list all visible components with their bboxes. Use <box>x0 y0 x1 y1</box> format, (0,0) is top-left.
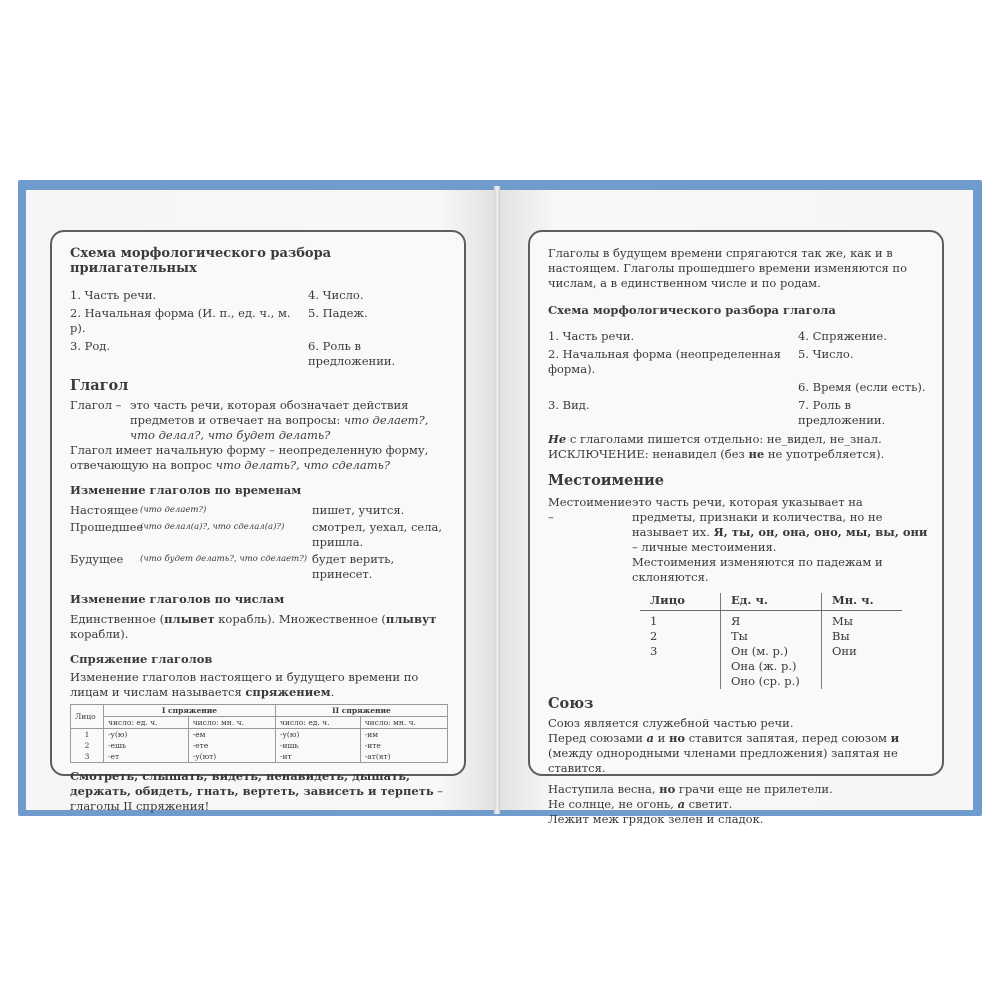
text: с глаголами пишется отдельно: не_видел, не_знал. <box>566 432 882 446</box>
verb-scheme-list <box>548 329 928 428</box>
table-cell: Он (м. р.) <box>721 644 822 659</box>
table-cell: -ите <box>360 740 447 751</box>
tense-question: (что делал(а)?, что сделал(а)?) <box>140 522 285 532</box>
tense-example: смотрел, уехал, села, пришла. <box>312 520 443 549</box>
text: грачи еще не прилетели. <box>675 782 833 796</box>
text: – личные местоимения. <box>632 540 777 554</box>
bold-word: Не <box>548 432 567 446</box>
table-cell: Я <box>721 611 822 630</box>
table-cell <box>640 659 721 674</box>
table-header: Лицо <box>71 705 104 729</box>
conjugation-title: Спряжение глаголов <box>70 652 213 666</box>
table-cell: 1 <box>650 614 658 628</box>
conjugation-table <box>70 704 448 763</box>
verb-definition <box>70 398 448 443</box>
table-row <box>640 644 902 659</box>
bold-word: не <box>748 447 765 461</box>
number-example <box>70 612 448 642</box>
table-cell: -у(ют) <box>188 751 275 763</box>
table-cell: Мы <box>822 611 903 630</box>
bold-word: но <box>668 731 686 745</box>
ne-rule <box>548 432 928 447</box>
text: светит. <box>685 797 733 811</box>
bold-word: а <box>677 797 686 811</box>
list-item: 7. Роль в предложении. <box>798 398 886 427</box>
text: (между однородными членами предложения) запятая не ставится. <box>548 746 898 775</box>
text: не употребляется). <box>764 447 885 461</box>
table-cell: -ете <box>188 740 275 751</box>
table-cell: Ты <box>721 629 822 644</box>
list-item: 5. Число. <box>798 347 854 361</box>
verb-initial-questions: что делать?, что сделать? <box>215 458 391 472</box>
table-cell: -ет <box>104 751 189 763</box>
pronoun-definition <box>548 495 928 585</box>
table-row <box>640 611 902 630</box>
text: Наступила весна, <box>548 782 660 796</box>
tense-name: Настоящее <box>70 503 139 517</box>
table-row <box>640 629 902 644</box>
table-cell: -им <box>360 729 447 741</box>
text: корабли). <box>70 627 129 641</box>
table-cell <box>822 674 903 689</box>
table-cell: -у(ю) <box>275 729 360 741</box>
conjugation-definition: Изменение глаголов настоящего и будущего времени по лицам и числам называется спряжением. <box>70 670 419 699</box>
conjunction-example <box>548 782 928 797</box>
tense-name: Прошедшее <box>70 520 144 534</box>
tense-example: пишет, учится. <box>312 503 405 517</box>
left-content-frame <box>50 230 466 813</box>
conjunction-section-title: Союз <box>548 695 594 712</box>
verb-tense-note: Глаголы в будущем времени спрягаются так же, как и в настоящем. Глаголы прошедшего времени изменяются по числам, а в единственном числе и по родам. <box>548 246 908 290</box>
ne-exception <box>548 447 928 462</box>
tense-name: Будущее <box>70 552 124 566</box>
list-item: 4. Спряжение. <box>798 329 887 343</box>
table-cell: Оно (ср. р.) <box>721 674 822 689</box>
table-cell: -ешь <box>104 740 189 751</box>
table-subheader: число: ед. ч. <box>104 717 189 729</box>
table-cell: Вы <box>822 629 903 644</box>
pronoun-term: Местоимение – <box>548 495 632 524</box>
tense-question: (что будет делать?, что сделает?) <box>140 554 308 564</box>
text: и <box>653 731 669 745</box>
verb-scheme-title: Схема морфологического разбора глагола <box>548 303 836 317</box>
table-header: Мн. ч. <box>822 593 903 611</box>
text: это часть речи, которая указывает на предметы, признаки и количества, но не называет их. <box>632 495 883 539</box>
table-cell: Они <box>822 644 903 659</box>
pronoun-table <box>640 593 902 689</box>
table-header: I спряжение <box>104 705 276 717</box>
text: – глаголы II спряжения! <box>70 784 444 813</box>
book-spine <box>494 186 500 814</box>
list-item: 6. Время (если есть). <box>798 380 926 394</box>
table-cell: 2 <box>71 740 104 751</box>
table-subheader: число: мн. ч. <box>188 717 275 729</box>
verb-definition-text: это часть речи, которая обозначает действия предметов и отвечает на вопросы: <box>130 398 409 427</box>
list-item: 6. Роль в предложении. <box>308 339 396 368</box>
table-row <box>71 751 448 763</box>
table-header: II спряжение <box>275 705 447 717</box>
pronoun-section-title: Местоимение <box>548 472 664 489</box>
table-cell: 3 <box>71 751 104 763</box>
text: Местоимения изменяются по падежам и склоняются. <box>632 555 883 584</box>
table-cell: 2 <box>650 629 658 643</box>
conjunction-definition: Союз является служебной частью речи. <box>548 716 794 730</box>
list-item: 4. Число. <box>308 288 364 302</box>
table-cell: -у(ю) <box>104 729 189 741</box>
table-cell: -ишь <box>275 740 360 751</box>
bold-word: плывут <box>385 612 437 626</box>
text: ИСКЛЮЧЕНИЕ: ненавидел (без <box>548 447 749 461</box>
table-cell: Она (ж. р.) <box>721 659 822 674</box>
table-cell <box>822 659 903 674</box>
text: Изменение глаголов настоящего и будущего времени по лицам и числам называется <box>70 670 419 699</box>
bold-word: плывет <box>164 612 215 626</box>
table-subheader: число: ед. ч. <box>275 717 360 729</box>
table-cell <box>640 674 721 689</box>
table-row <box>640 659 902 674</box>
conjunction-example <box>548 797 928 812</box>
tense-list <box>70 503 448 582</box>
list-item: 2. Начальная форма (неопределенная форма). <box>548 347 781 376</box>
table-subheader: число: мн. ч. <box>360 717 447 729</box>
adjective-scheme-title: Схема морфологического разбора прилагательных <box>70 246 332 276</box>
text: ставится запятая, перед союзом <box>685 731 891 745</box>
conjunction-example: Лежит меж грядок зелен и сладок. <box>548 812 764 826</box>
exception-verbs: Смотреть, слышать, видеть, ненавидеть, дышать, держать, обидеть, гнать, вертеть, зависеть и терпеть <box>70 769 434 798</box>
list-item: 1. Часть речи. <box>548 329 635 343</box>
bold-word: и <box>890 731 900 745</box>
list-item: 3. Вид. <box>548 398 590 412</box>
text: корабль). Множественное ( <box>214 612 386 626</box>
personal-pronouns: Я, ты, он, она, оно, мы, вы, они <box>713 525 928 539</box>
table-cell: 1 <box>71 729 104 741</box>
bold-word: но <box>659 782 676 796</box>
bold-word: а <box>646 731 654 745</box>
table-row <box>71 740 448 751</box>
verb-section-title: Глагол <box>70 377 129 394</box>
verb-initial-text: Глагол имеет начальную форму – неопределенную форму, отвечающую на вопрос <box>70 443 429 472</box>
table-row <box>640 674 902 689</box>
list-item <box>548 380 798 395</box>
conjunction-comma-rule <box>548 731 928 776</box>
adjective-scheme-list <box>70 288 448 369</box>
text: Единственное ( <box>70 612 165 626</box>
table-cell: 3 <box>650 644 658 658</box>
list-item: 3. Род. <box>70 339 111 353</box>
verb-definition-term: Глагол – <box>70 398 122 412</box>
list-item: 2. Начальная форма (И. п., ед. ч., м. р). <box>70 306 291 335</box>
list-item: 5. Падеж. <box>308 306 368 320</box>
table-row <box>71 729 448 741</box>
tense-question: (что делает?) <box>140 505 207 515</box>
text: Не солнце, не огонь, <box>548 797 678 811</box>
table-cell: -ем <box>188 729 275 741</box>
number-title: Изменение глаголов по числам <box>70 592 285 606</box>
table-cell: -ит <box>275 751 360 763</box>
text: Перед союзами <box>548 731 647 745</box>
table-header: Лицо <box>640 593 721 611</box>
bold-word: спряжением <box>245 685 331 699</box>
conjugation-exceptions <box>70 769 448 814</box>
verb-initial-form <box>70 443 448 473</box>
right-content-frame <box>528 230 944 826</box>
verb-questions: что делает?, что делал?, что будет делать? <box>130 413 429 442</box>
table-header: Ед. ч. <box>721 593 822 611</box>
tense-title: Изменение глаголов по временам <box>70 483 302 497</box>
list-item: 1. Часть речи. <box>70 288 157 302</box>
table-cell: -ат(ят) <box>360 751 447 763</box>
tense-example: будет верить, принесет. <box>312 552 395 581</box>
